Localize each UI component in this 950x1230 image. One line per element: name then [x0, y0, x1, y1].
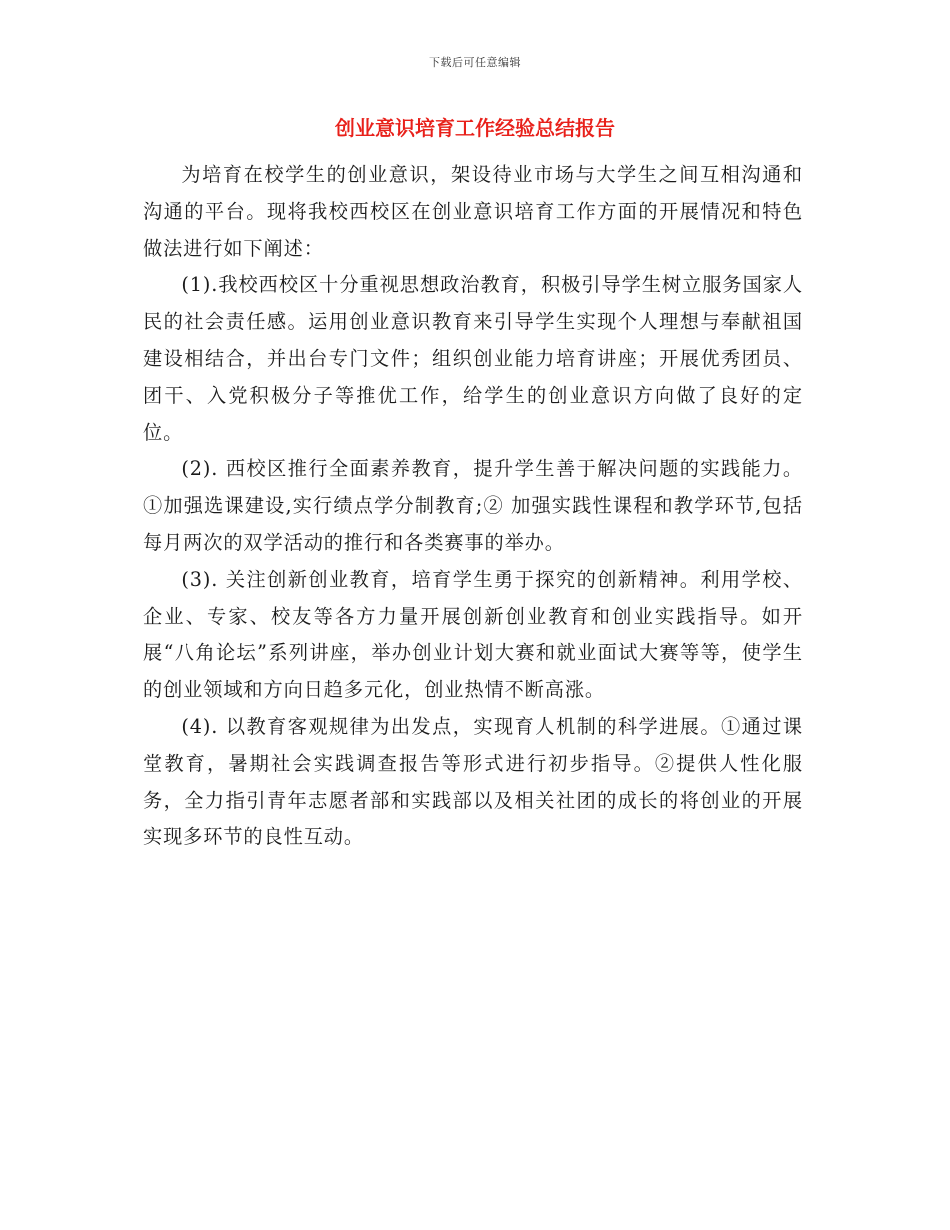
paragraph-3: (3). 关注创新创业教育，培育学生勇于探究的创新精神。利用学校、企业、专家、校友等各方力量开展创新创业教育和创业实践指导。如开展“八角论坛”系列讲座，举办创业计划大赛和就业面试大赛等等，使学生的创业领域和方向日趋多元化，创业热情不断高涨。: [143, 567, 803, 702]
paragraph-intro: 为培育在校学生的创业意识，架设待业市场与大学生之间互相沟通和沟通的平台。现将我校西校区在创业意识培育工作方面的开展情况和特色做法进行如下阐述：: [143, 163, 803, 260]
document-body: [143, 157, 803, 856]
document-title: 创业意识培育工作经验总结报告: [335, 116, 615, 140]
paragraph-2: (2). 西校区推行全面素养教育，提升学生善于解决问题的实践能力。①加强选课建设,实行绩点学分制教育;② 加强实践性课程和教学环节,包括每月两次的双学活动的推行和各类赛事的举办。: [143, 457, 803, 554]
page-header-note: 下载后可任意编辑: [429, 56, 521, 69]
paragraph-1: (1).我校西校区十分重视思想政治教育，积极引导学生树立服务国家人民的社会责任感。运用创业意识教育来引导学生实现个人理想与奉献祖国建设相结合，并出台专门文件；组织创业能力培育讲座；开展优秀团员、团干、入党积极分子等推优工作，给学生的创业意识方向做了良好的定位。: [143, 273, 803, 444]
paragraph-4: (4). 以教育客观规律为出发点，实现育人机制的科学进展。①通过课堂教育，暑期社会实践调查报告等形式进行初步指导。②提供人性化服务，全力指引青年志愿者部和实践部以及相关社团的成长的将创业的开展实现多环节的良性互动。: [143, 714, 803, 849]
